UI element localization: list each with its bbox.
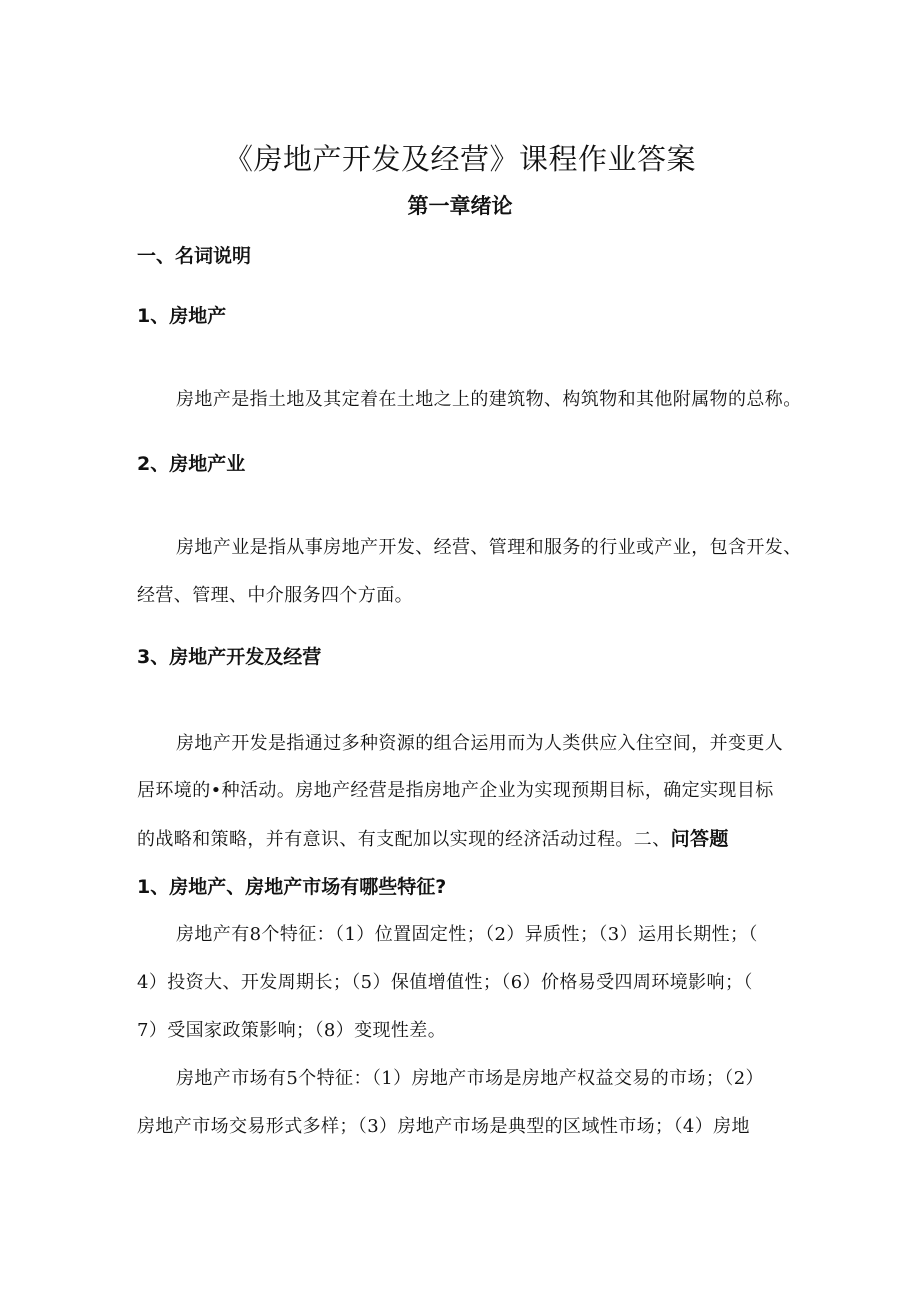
term-body-3-line-2: 居环境的•种活动。房地产经营是指房地产企业为实现预期目标，确定实现目标 — [137, 780, 774, 801]
term-heading-2: 2、房地产业 — [137, 453, 246, 475]
question-heading-1: 1、房地产、房地产市场有哪些特征? — [137, 876, 447, 898]
answer-1-p1-line-2: 4）投资大、开发周期长；（5）保值增值性；（6）价格易受四周环境影响；（ — [137, 972, 753, 993]
term-body-1-line-1: 房地产是指土地及其定着在土地之上的建筑物、构筑物和其他附属物的总称。 — [176, 389, 802, 410]
chapter-title: 第一章绪论 — [407, 194, 513, 218]
term-body-3-line-3 — [137, 824, 729, 851]
term-heading-3: 3、房地产开发及经营 — [137, 646, 322, 668]
section-heading-qa: 问答题 — [670, 828, 729, 850]
answer-1-p2-line-2: 房地产市场交易形式多样；（3）房地产市场是典型的区域性市场；（4）房地 — [137, 1116, 750, 1137]
section-heading-terms: 一、名词说明 — [137, 245, 252, 267]
term-body-2-line-1: 房地产业是指从事房地产开发、经营、管理和服务的行业或产业，包含开发、 — [176, 537, 802, 558]
answer-1-p1-line-1: 房地产有8个特征：（1）位置固定性；（2）异质性；（3）运用长期性；（ — [176, 924, 758, 945]
answer-1-p2-line-1: 房地产市场有5个特征：（1）房地产市场是房地产权益交易的市场；（2） — [176, 1068, 764, 1089]
term-body-3-line-1: 房地产开发是指通过多种资源的组合运用而为人类供应入住空间，并变更人 — [176, 733, 784, 754]
answer-1-p1-line-3: 7）受国家政策影响；（8）变现性差。 — [137, 1020, 447, 1041]
term-body-3-line-3-text: 的战略和策略，并有意识、有支配加以实现的经济活动过程。二、 — [137, 829, 671, 850]
document-title: 《房地产开发及经营》课程作业答案 — [223, 142, 696, 176]
term-body-2-line-2: 经营、管理、中介服务四个方面。 — [137, 585, 413, 606]
term-heading-1: 1、房地产 — [137, 305, 227, 327]
